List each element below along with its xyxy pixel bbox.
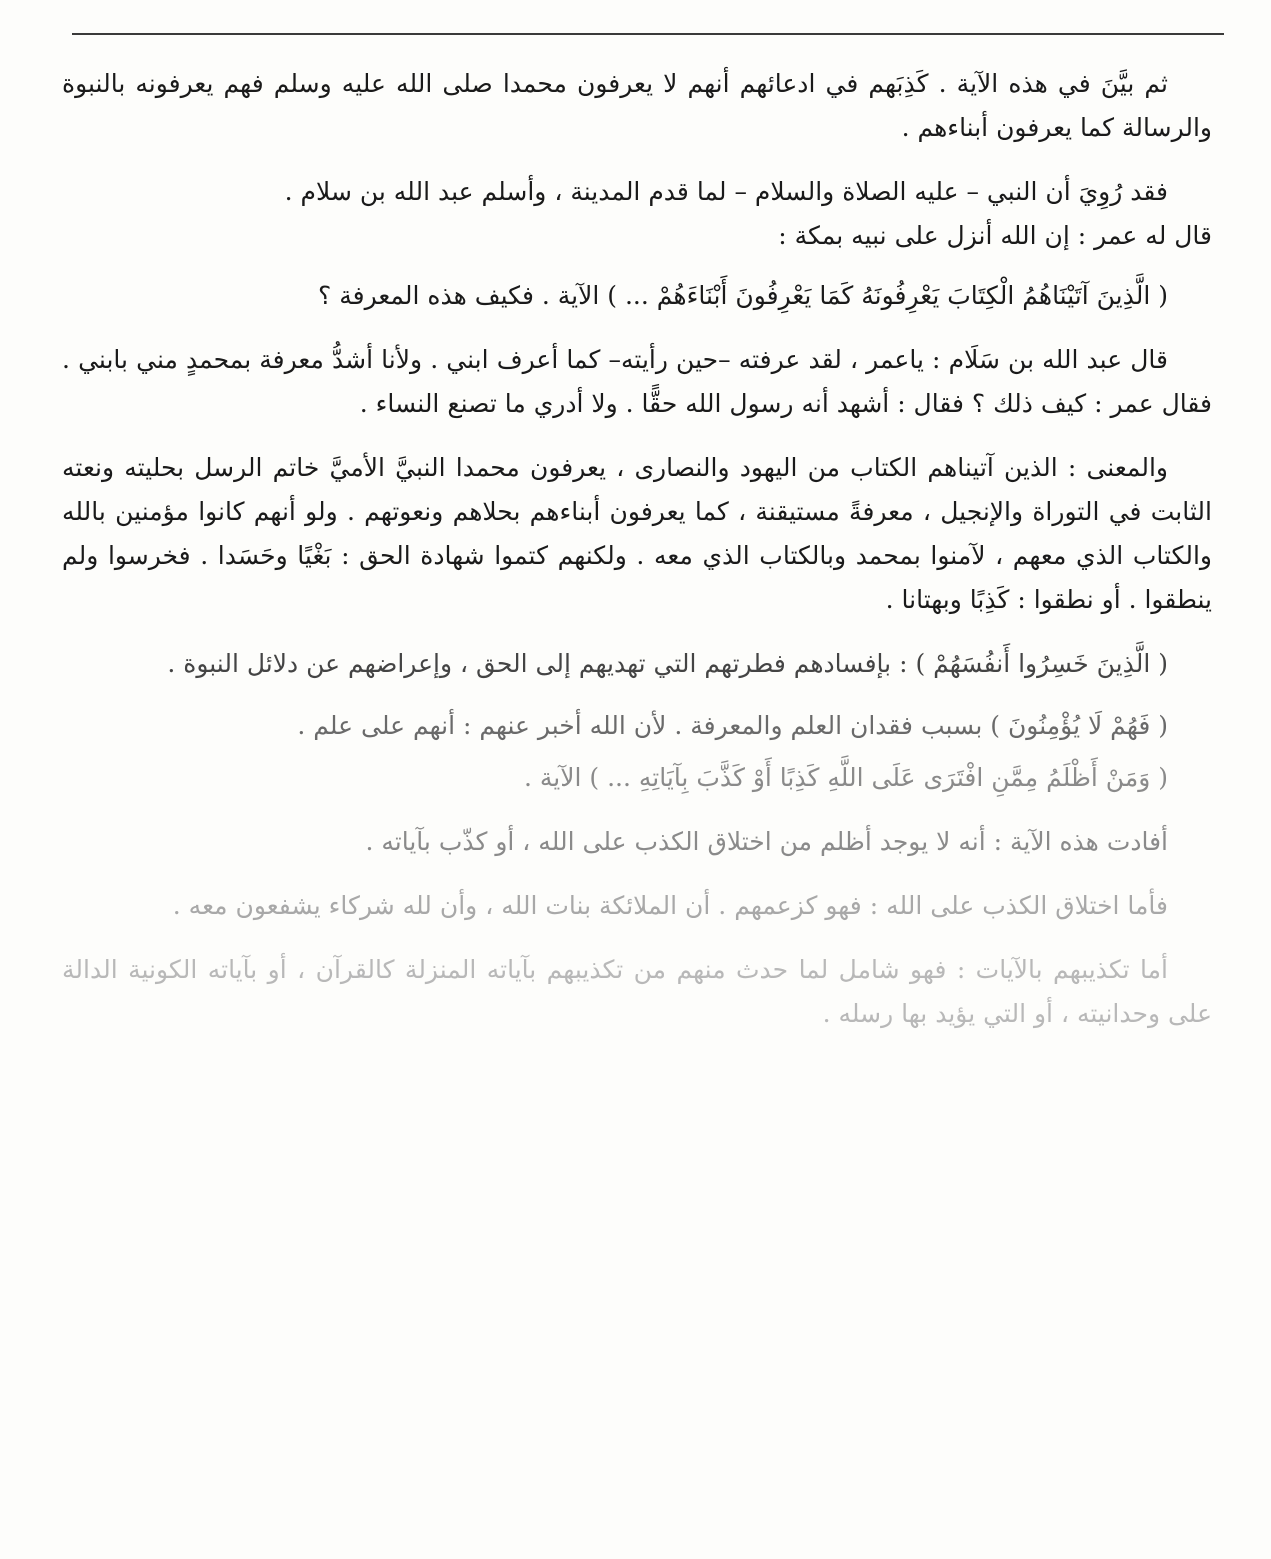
- paragraph-10: أفادت هذه الآية : أنه لا يوجد أظلم من اختلاق الكذب على الله ، أو كذّب بآياته .: [365, 827, 1168, 856]
- paragraph-2: فقد رُوِيَ أن النبي – عليه الصلاة والسلام – لما قدم المدينة ، وأسلم عبد الله بن سلام .: [284, 177, 1168, 206]
- paragraph-5: قال عبد الله بن سَلَام : ياعمر ، لقد عرفته –حين رأيته– كما أعرف ابني . ولأنا أشدُّ معرفة بمحمدٍ مني بابني . فقال عمر : كيف ذلك ؟ فقال : أشهد أنه رسول الله حقًّا . ولا أدري ما تصنع النساء .: [62, 345, 1212, 418]
- paragraph-8: ( فَهُمْ لَا يُؤْمِنُونَ ) بسبب فقدان العلم والمعرفة . لأن الله أخبر عنهم : أنهم على علم .: [297, 711, 1168, 740]
- paragraph-7: ( الَّذِينَ خَسِرُوا أَنفُسَهُمْ ) : بإفسادهم فطرتهم التي تهديهم إلى الحق ، وإعراضهم عن دلائل النبوة .: [167, 649, 1168, 678]
- document-body: [62, 62, 1212, 1036]
- paragraph-11: فأما اختلاق الكذب على الله : فهو كزعمهم . أن الملائكة بنات الله ، وأن لله شركاء يشفعون معه .: [172, 891, 1168, 920]
- paragraph-1: ثم بيَّنَ في هذه الآية . كَذِبَهم في ادعائهم أنهم لا يعرفون محمدا صلى الله عليه وسلم فهم يعرفونه بالنبوة والرسالة كما يعرفون أبناءهم .: [62, 69, 1212, 142]
- paragraph-3: قال له عمر : إن الله أنزل على نبيه بمكة :: [778, 221, 1212, 250]
- paragraph-4: ( الَّذِينَ آتَيْنَاهُمُ الْكِتَابَ يَعْرِفُونَهُ كَمَا يَعْرِفُونَ أَبْنَاءَهُمْ ... ) الآية . فكيف هذه المعرفة ؟: [318, 281, 1168, 310]
- paragraph-6: والمعنى : الذين آتيناهم الكتاب من اليهود والنصارى ، يعرفون محمدا النبيَّ الأميَّ خاتم الرسل بحليته ونعته الثابت في التوراة والإنجيل ، معرفةً مستيقنة ، كما يعرفون أبناءهم بحلاهم ونعوتهم . ولو أنهم كانوا مؤمنين بالله والكتاب الذي معهم ، لآمنوا بمحمد وبالكتاب الذي معه . ولكنهم كتموا شهادة الحق : بَغْيًا وحَسَدا . فخرسوا ولم ينطقوا . أو نطقوا : كَذِبًا وبهتانا .: [62, 453, 1212, 614]
- paragraph-9: ( وَمَنْ أَظْلَمُ مِمَّنِ افْتَرَى عَلَى اللَّهِ كَذِبًا أَوْ كَذَّبَ بِآيَاتِهِ ... ) الآية .: [523, 763, 1168, 792]
- paragraph-12: أما تكذيبهم بالآيات : فهو شامل لما حدث منهم من تكذيبهم بآياته المنزلة كالقرآن ، أو بآياته الكونية الدالة على وحدانيته ، أو التي يؤيد بها رسله .: [62, 955, 1212, 1028]
- header-rule: [72, 33, 1224, 35]
